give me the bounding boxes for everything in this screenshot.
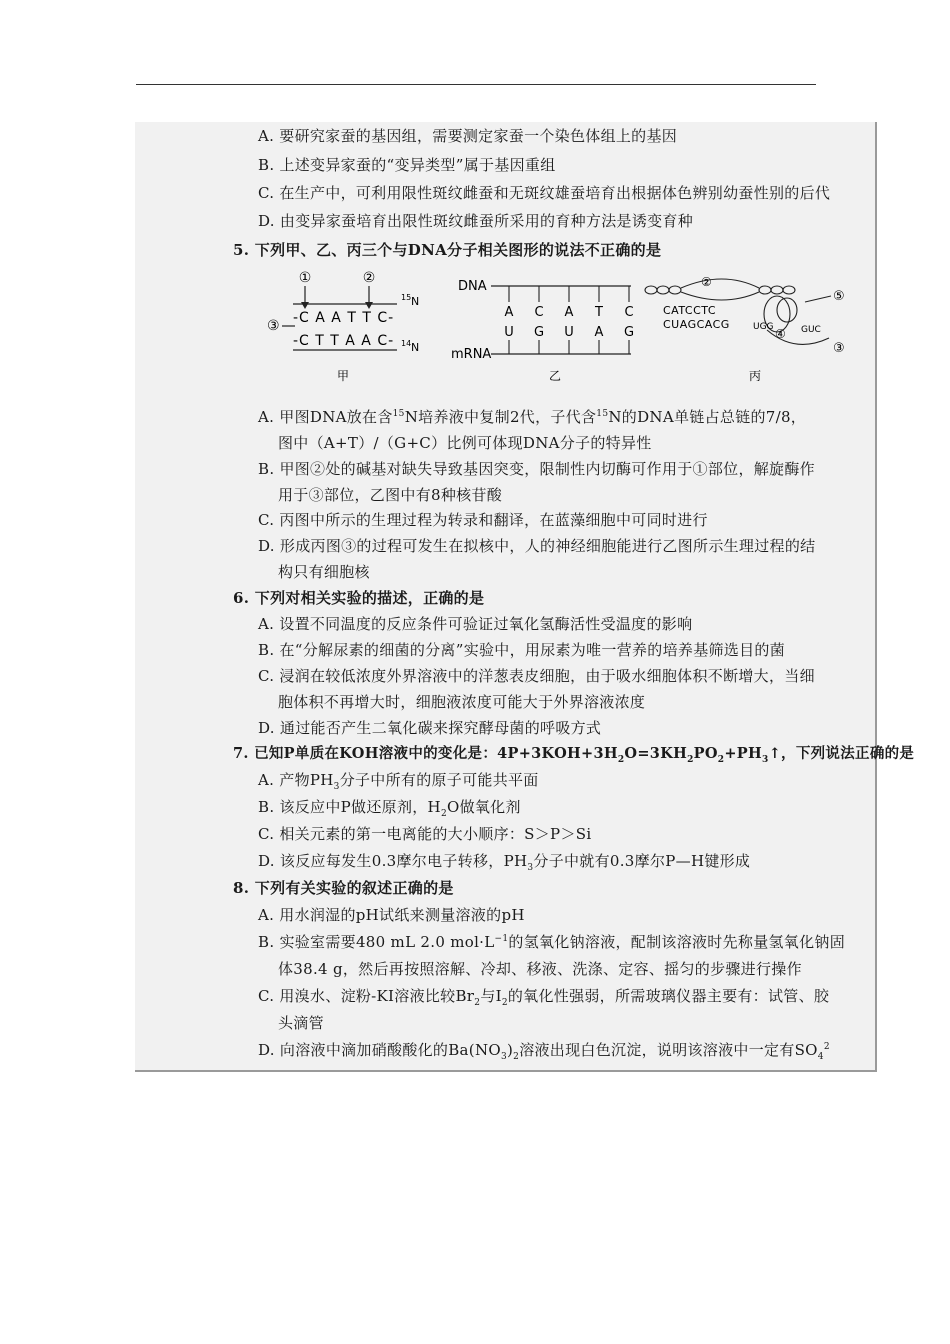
q5a-text-3: N的DNA单链占总链的7/8， <box>608 408 807 426</box>
q8d-text-1: D. 向溶液中滴加硝酸酸化的Ba(NO <box>258 1041 501 1059</box>
q6-option-a: A. 设置不同温度的反应条件可验证过氧化氢酶活性受温度的影响 <box>258 615 693 633</box>
q7-text-4: +PH <box>724 745 763 762</box>
q5a-sup-15b: 15 <box>596 409 609 419</box>
q8c-sub-1: 2 <box>474 998 481 1008</box>
bing-label-5: ⑤ <box>833 289 845 304</box>
q7d-text-2: 分子中就有0.3摩尔P—H键形成 <box>533 852 751 870</box>
q7b-sub: 2 <box>440 809 447 819</box>
yi-base-top: A <box>504 305 514 320</box>
q6-option-c-line1: C. 浸润在较低浓度外界溶液中的洋葱表皮细胞，由于吸水细胞体积不断增大，当细 <box>258 667 815 685</box>
header-rule <box>136 84 816 85</box>
jia-arrowhead-1 <box>301 302 309 309</box>
q7-option-a <box>258 770 539 790</box>
q7-stem <box>233 744 914 764</box>
q7-sub-1: 2 <box>617 754 625 765</box>
bing-trna: GUC <box>801 325 821 335</box>
q5a-sup-15: 15 <box>392 409 405 419</box>
q4-option-d: D. 由变异家蚕培育出限性斑纹雌蚕所采用的育种方法是诱变育种 <box>258 212 694 230</box>
jia-label-3: ③ <box>267 318 280 334</box>
q7b-text-1: B. 该反应中P做还原剂，H <box>258 798 441 816</box>
jia-n14: N <box>411 341 420 354</box>
q4-option-a: A. 要研究家蚕的基因组，需要测定家蚕一个染色体组上的基因 <box>258 127 678 145</box>
q5a-text-2: N培养液中复制2代，子代含 <box>404 408 597 426</box>
q7-sub-3: 2 <box>717 754 725 765</box>
q8-option-c-line2: 头滴管 <box>278 1014 324 1032</box>
q8-option-a: A. 用水润湿的pH试纸来测量溶液的pH <box>258 906 525 924</box>
q7-text-3: PO <box>693 745 718 762</box>
q7-text-5: ↑，下列说法正确的是 <box>768 745 915 762</box>
q7-text-2: O=3KH <box>624 745 688 762</box>
jia-n15-sup: 15 <box>401 293 412 302</box>
bing-caption: 丙 <box>748 369 762 383</box>
q8b-text-1: B. 实验室需要480 mL 2.0 mol·L <box>258 933 495 951</box>
q5-option-d-line1: D. 形成丙图③的过程可发生在拟核中，人的神经细胞能进行乙图所示生理过程的结 <box>258 537 816 555</box>
q8c-text-1: C. 用溴水、淀粉-KI溶液比较Br <box>258 987 475 1005</box>
q5-option-b-line2: 用于③部位，乙图中有8种核苷酸 <box>278 486 503 504</box>
q6-option-b: B. 在“分解尿素的细菌的分离”实验中，用尿素为唯一营养的培养基筛选目的菌 <box>258 641 785 659</box>
q8c-text-2: 与I <box>480 987 502 1005</box>
q8c-text-3: 的氧化性强弱，所需玻璃仪器主要有：试管、胶 <box>507 987 830 1005</box>
q7-sub-2: 2 <box>687 754 694 765</box>
q7b-text-2: O做氧化剂 <box>446 798 521 816</box>
dna-figures <box>255 262 865 392</box>
figure-yi <box>451 279 634 383</box>
yi-base-pairs <box>504 286 634 354</box>
q8-option-b-line2: 体38.4 g，然后再按照溶解、冷却、移液、洗涤、定容、摇匀的步骤进行操作 <box>278 960 802 978</box>
q8b-text-2: 的氢氧化钠溶液，配制该溶液时先称量氢氧化钠固 <box>508 933 845 951</box>
yi-base-bottom: U <box>564 325 574 340</box>
yi-dna-label: DNA <box>458 279 487 294</box>
jia-n14-sup: 14 <box>401 339 412 348</box>
q8d-text-3: 溶液出现白色沉淀，说明该溶液中一定有SO <box>519 1041 818 1059</box>
q8d-sub-2: 2 <box>513 1052 520 1062</box>
figure-jia <box>267 270 419 383</box>
q4-option-b: B. 上述变异家蚕的“变异类型”属于基因重组 <box>258 156 556 174</box>
q6-option-c-line2: 胞体积不再增大时，细胞液浓度可能大于外界溶液浓度 <box>278 693 646 711</box>
yi-base-top: A <box>564 305 574 320</box>
q7-option-b <box>258 797 521 817</box>
q8-option-b-line1 <box>258 932 845 952</box>
q5-option-d-line2: 构只有细胞核 <box>278 563 370 581</box>
q7-sub-4: 3 <box>762 754 769 765</box>
q5-option-b-line1: B. 甲图②处的碱基对缺失导致基因突变，限制性内切酶可作用于①部位，解旋酶作 <box>258 460 815 478</box>
q7-option-d <box>258 851 750 871</box>
yi-caption: 乙 <box>548 369 562 383</box>
yi-base-bottom: G <box>533 325 545 340</box>
jia-n15: N <box>411 295 420 308</box>
q7a-sub: 3 <box>333 782 340 792</box>
jia-caption: 甲 <box>336 369 350 383</box>
jia-strand-bottom: -C T T A A C- <box>293 333 395 349</box>
q8d-sub-1: 3 <box>500 1052 508 1062</box>
q8-option-d <box>258 1040 830 1060</box>
jia-arrowhead-2 <box>365 302 373 309</box>
bing-label-3: ③ <box>833 341 845 356</box>
jia-label-2: ② <box>362 270 376 286</box>
q8d-sup: 2 <box>823 1042 830 1052</box>
yi-base-bottom: U <box>504 325 514 340</box>
q7d-sub: 3 <box>527 863 534 873</box>
q5-option-a-line2: 图中（A+T）/（G+C）比例可体现DNA分子的特异性 <box>278 434 652 452</box>
jia-label-1: ① <box>298 270 312 286</box>
q5-option-c: C. 丙图中所示的生理过程为转录和翻译，在蓝藻细胞中可同时进行 <box>258 511 708 529</box>
q7a-text-2: 分子中所有的原子可能共平面 <box>339 771 539 789</box>
bing-seq-dna: CATCCTC <box>663 304 717 317</box>
q8-option-c-line1 <box>258 986 829 1006</box>
yi-mrna-label: mRNA <box>451 347 492 362</box>
q7-text-1: 7. 已知P单质在KOH溶液中的变化是：4P+3KOH+3H <box>233 745 618 762</box>
bing-ribosome <box>764 296 829 344</box>
q8-stem: 8. 下列有关实验的叙述正确的是 <box>233 879 454 897</box>
bing-label-2: ② <box>701 275 712 289</box>
q5-option-a-line1 <box>258 407 806 427</box>
q8d-sub-3: 4 <box>817 1052 824 1062</box>
bing-seq-mrna: CUAGCACG <box>663 318 730 331</box>
q7a-text-1: A. 产物PH <box>258 771 334 789</box>
bing-label-4: ④ <box>775 327 786 341</box>
yi-base-top: T <box>595 305 603 320</box>
q8b-sup: −1 <box>494 934 509 944</box>
yi-base-bottom: G <box>623 325 635 340</box>
q8c-sub-2: 2 <box>501 998 508 1008</box>
figure-bing <box>645 275 845 383</box>
q4-option-c: C. 在生产中，可利用限性斑纹雌蚕和无斑纹雄蚕培育出根据体色辨别幼蚕性别的后代 <box>258 184 831 202</box>
q8d-text-2: ) <box>507 1041 514 1059</box>
bing-pointer-5 <box>805 296 831 302</box>
jia-strand-top: -C A A T T C- <box>293 310 395 326</box>
bing-codon: UGG <box>753 322 774 332</box>
q6-option-d: D. 通过能否产生二氧化碳来探究酵母菌的呼吸方式 <box>258 719 602 737</box>
q6-stem: 6. 下列对相关实验的描述，正确的是 <box>233 589 485 607</box>
q5a-text-1: A. 甲图DNA放在含 <box>258 408 393 426</box>
yi-base-bottom: A <box>594 325 604 340</box>
yi-base-top: C <box>624 305 634 320</box>
q7-option-c: C. 相关元素的第一电离能的大小顺序：S＞P＞Si <box>258 825 592 843</box>
yi-base-top: C <box>534 305 544 320</box>
q5-stem: 5. 下列甲、乙、丙三个与DNA分子相关图形的说法不正确的是 <box>233 241 662 259</box>
q7d-text-1: D. 该反应每发生0.3摩尔电子转移，PH <box>258 852 528 870</box>
